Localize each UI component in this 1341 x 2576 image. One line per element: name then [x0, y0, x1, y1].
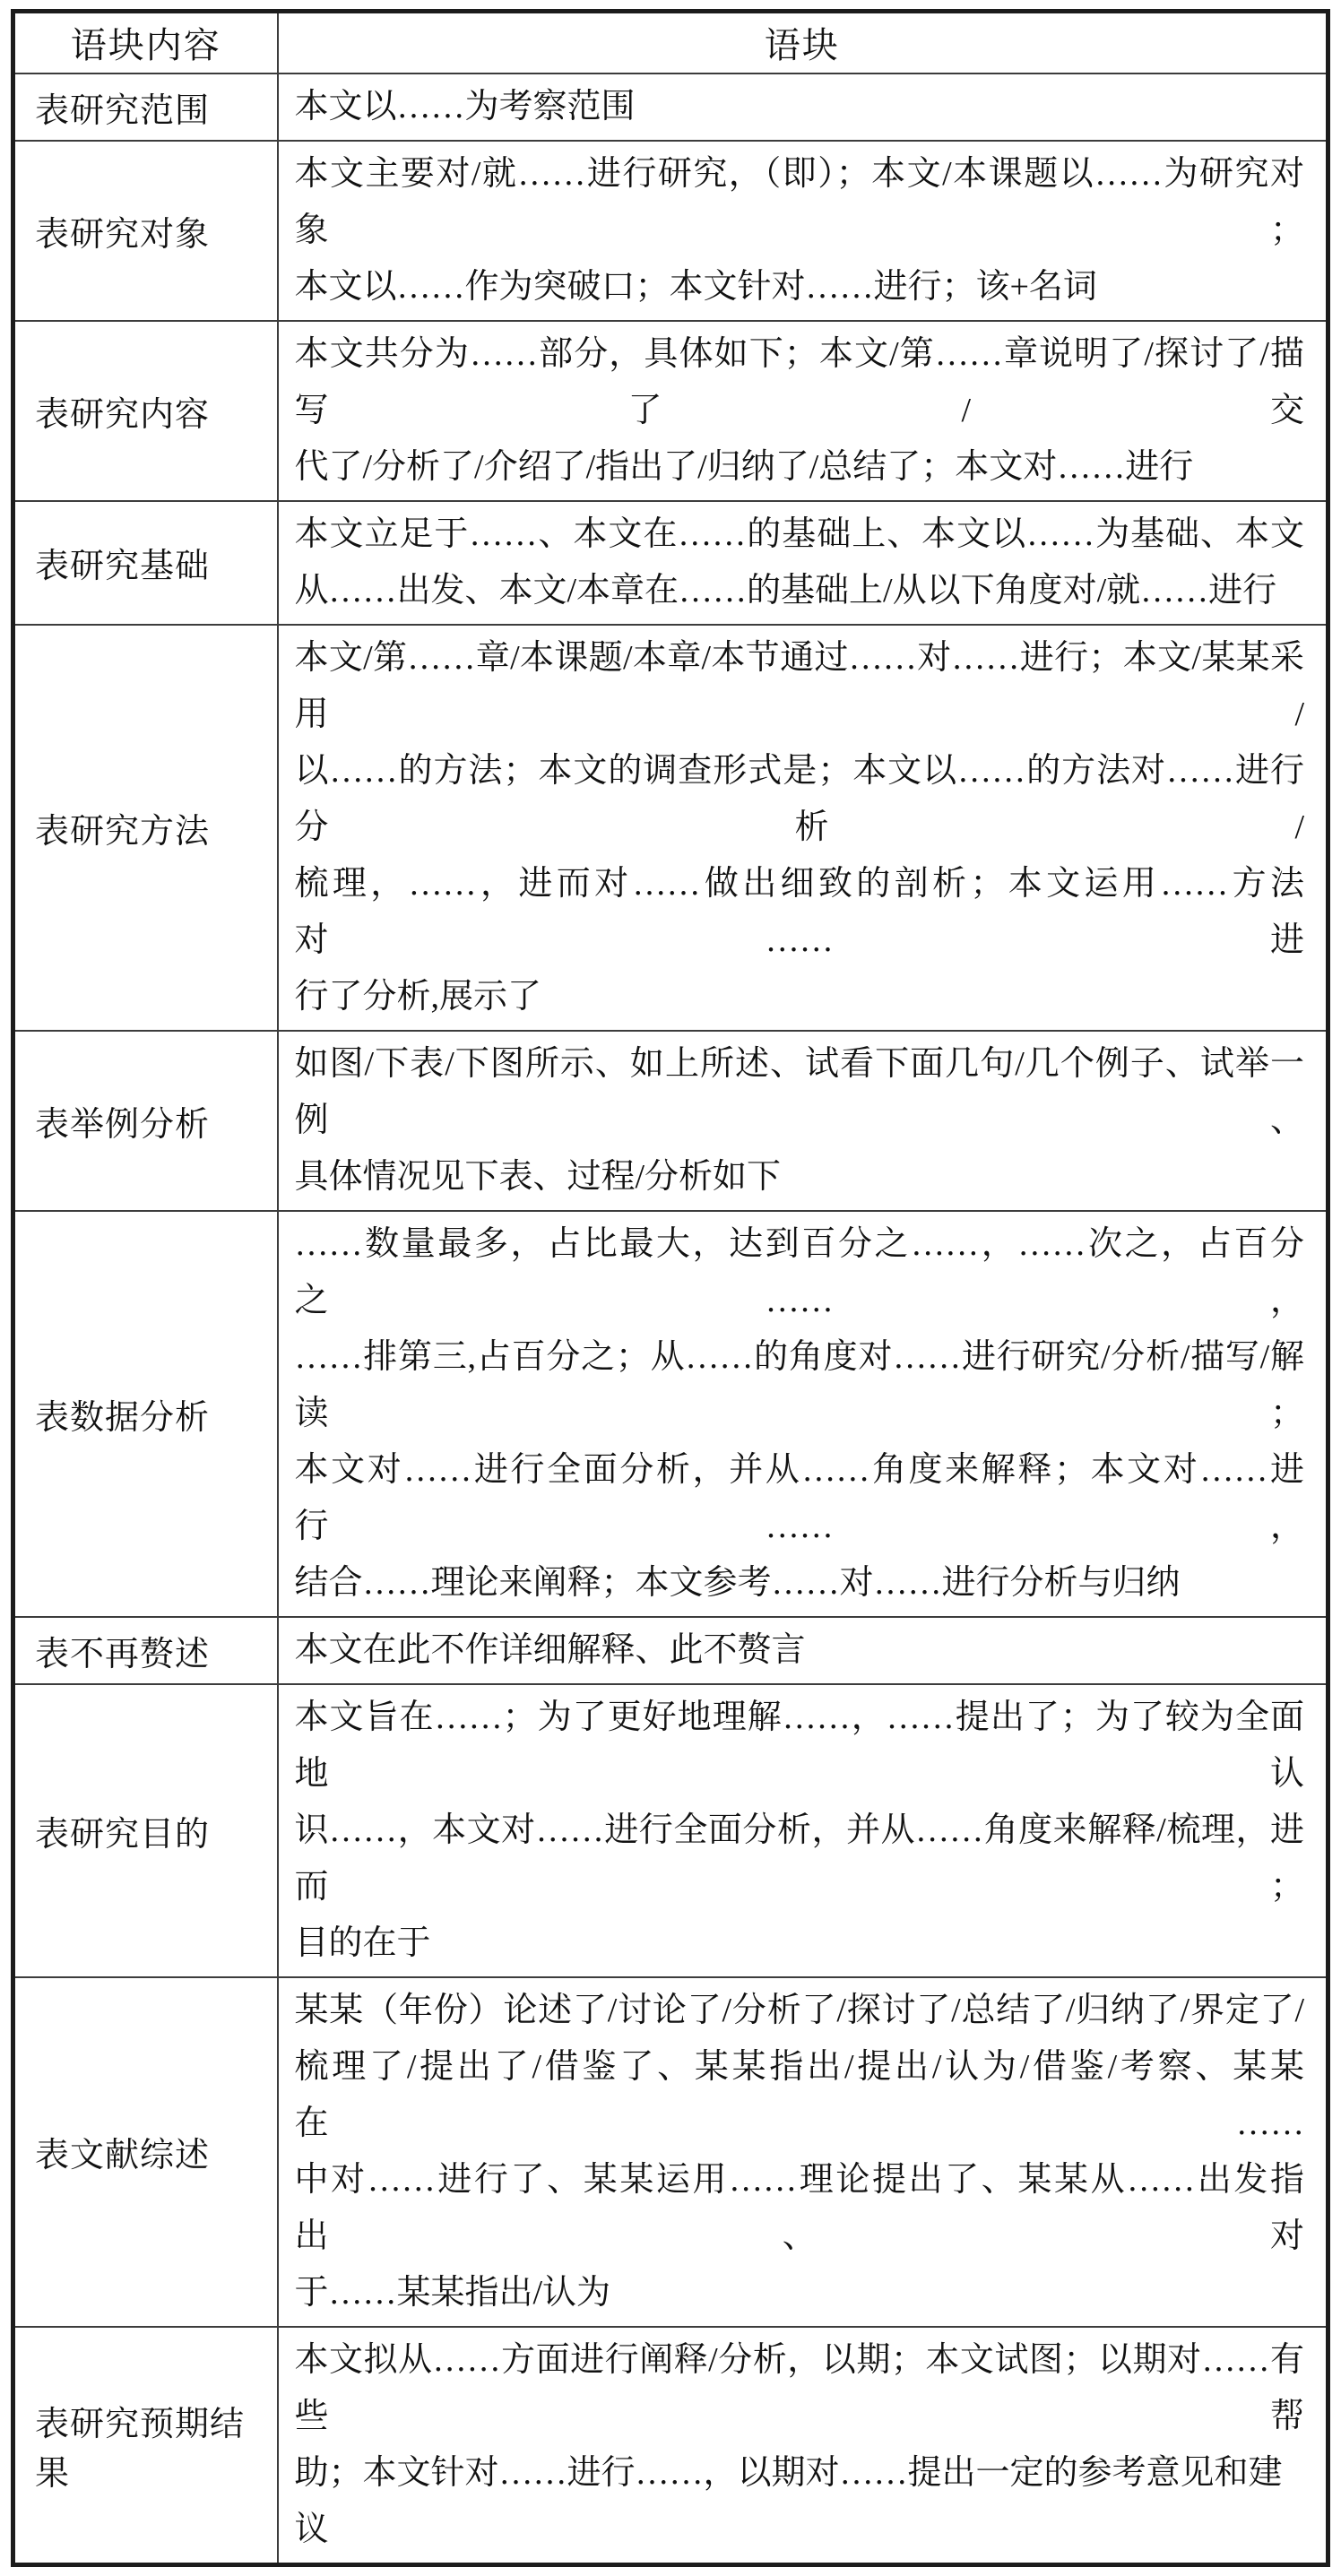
- header-cell-category: 语块内容: [13, 12, 278, 73]
- phrase-line: 行了分析,展示了: [294, 977, 542, 1016]
- phrase-line: 本文共分为……部分，具体如下；本文/第……章说明了/探讨了/描写了/交: [294, 334, 1304, 429]
- category-cell: 表文献综述: [13, 1977, 278, 2327]
- phrases-cell: [278, 1977, 1328, 2327]
- table-body: [13, 73, 1328, 2565]
- phrases-cell: [278, 1617, 1328, 1684]
- category-cell: 表研究方法: [13, 625, 278, 1031]
- phrase-line: 结合……理论来阐释；本文参考……对……进行分析与归纳: [294, 1563, 1181, 1602]
- phrase-line: 本文旨在……；为了更好地理解……，……提出了；为了较为全面地认: [294, 1698, 1304, 1793]
- table-row: [13, 321, 1328, 501]
- phrase-line: 本文立足于……、本文在……的基础上、本文以……为基础、本文: [294, 514, 1304, 553]
- phrases-cell: [278, 501, 1328, 625]
- phrase-line: 具体情况见下表、过程/分析如下: [294, 1157, 782, 1196]
- category-cell: 表研究目的: [13, 1684, 278, 1977]
- phrase-line: 本文以……作为突破口；本文针对……进行；该+名词: [294, 267, 1097, 306]
- phrases-cell: [278, 625, 1328, 1031]
- phrase-line: 某某（年份）论述了/讨论了/分析了/探讨了/总结了/归纳了/界定了/: [294, 1991, 1304, 2029]
- phrases-cell: [278, 73, 1328, 141]
- phrase-line: ……排第三,占百分之；从……的角度对……进行研究/分析/描写/解读；: [294, 1337, 1304, 1432]
- table-row: [13, 1684, 1328, 1977]
- phrases-cell: [278, 1211, 1328, 1617]
- phrases-cell: [278, 1684, 1328, 1977]
- category-cell: 表研究预期结果: [13, 2327, 278, 2565]
- header-cell-phrases: 语块: [278, 12, 1328, 73]
- category-cell: 表举例分析: [13, 1031, 278, 1211]
- table-row: [13, 501, 1328, 625]
- table-row: [13, 1977, 1328, 2327]
- category-cell: 表研究基础: [13, 501, 278, 625]
- table-row: [13, 1211, 1328, 1617]
- table-row: [13, 1617, 1328, 1684]
- phrase-line: 本文主要对/就……进行研究，（即）；本文/本课题以……为研究对象；: [294, 154, 1304, 249]
- table-row: [13, 73, 1328, 141]
- phrase-line: 中对……进行了、某某运用……理论提出了、某某从……出发指出、对: [294, 2160, 1304, 2255]
- phrase-line: 本文/第……章/本课题/本章/本节通过……对……进行；本文/某某采用/: [294, 638, 1304, 733]
- phrase-line: 本文拟从……方面进行阐释/分析，以期；本文试图；以期对……有些帮: [294, 2340, 1304, 2435]
- phrase-line: 从……出发、本文/本章在……的基础上/从以下角度对/就……进行: [294, 571, 1277, 609]
- phrase-line: 如图/下表/下图所示、如上所述、试看下面几句/几个例子、试举一例、: [294, 1044, 1304, 1139]
- phrase-line: 助；本文针对……进行……，以期对……提出一定的参考意见和建议: [294, 2453, 1283, 2548]
- phrase-table: [11, 9, 1330, 2567]
- category-cell: 表研究内容: [13, 321, 278, 501]
- category-cell: 表不再赘述: [13, 1617, 278, 1684]
- phrase-line: 本文在此不作详细解释、此不赘言: [294, 1630, 806, 1669]
- phrases-cell: [278, 2327, 1328, 2565]
- table-row: [13, 2327, 1328, 2565]
- phrase-line: 梳理了/提出了/借鉴了、某某指出/提出/认为/借鉴/考察、某某在……: [294, 2047, 1304, 2142]
- phrase-line: 本文对……进行全面分析，并从……角度来解释；本文对……进行……，: [294, 1450, 1304, 1545]
- table-row: [13, 625, 1328, 1031]
- category-cell: 表研究范围: [13, 73, 278, 141]
- phrase-line: 于……某某指出/认为: [294, 2273, 611, 2312]
- phrases-cell: [278, 321, 1328, 501]
- phrase-line: 识……，本文对……进行全面分析，并从……角度来解释/梳理，进而；: [294, 1811, 1304, 1906]
- category-cell: 表研究对象: [13, 141, 278, 321]
- phrases-cell: [278, 141, 1328, 321]
- table-row: [13, 1031, 1328, 1211]
- phrase-line: ……数量最多，占比最大，达到百分之……，……次之，占百分之……，: [294, 1224, 1304, 1319]
- table-row: [13, 141, 1328, 321]
- phrase-line: 目的在于: [294, 1923, 431, 1962]
- category-cell: 表数据分析: [13, 1211, 278, 1617]
- phrase-line: 梳理，……，进而对……做出细致的剖析；本文运用……方法对……进: [294, 864, 1304, 959]
- header-row: [13, 12, 1328, 73]
- phrase-line: 以……的方法；本文的调查形式是；本文以……的方法对……进行分析/: [294, 751, 1304, 846]
- phrases-cell: [278, 1031, 1328, 1211]
- phrase-line: 代了/分析了/介绍了/指出了/归纳了/总结了；本文对……进行: [294, 447, 1194, 486]
- phrase-line: 本文以……为考察范围: [294, 87, 636, 125]
